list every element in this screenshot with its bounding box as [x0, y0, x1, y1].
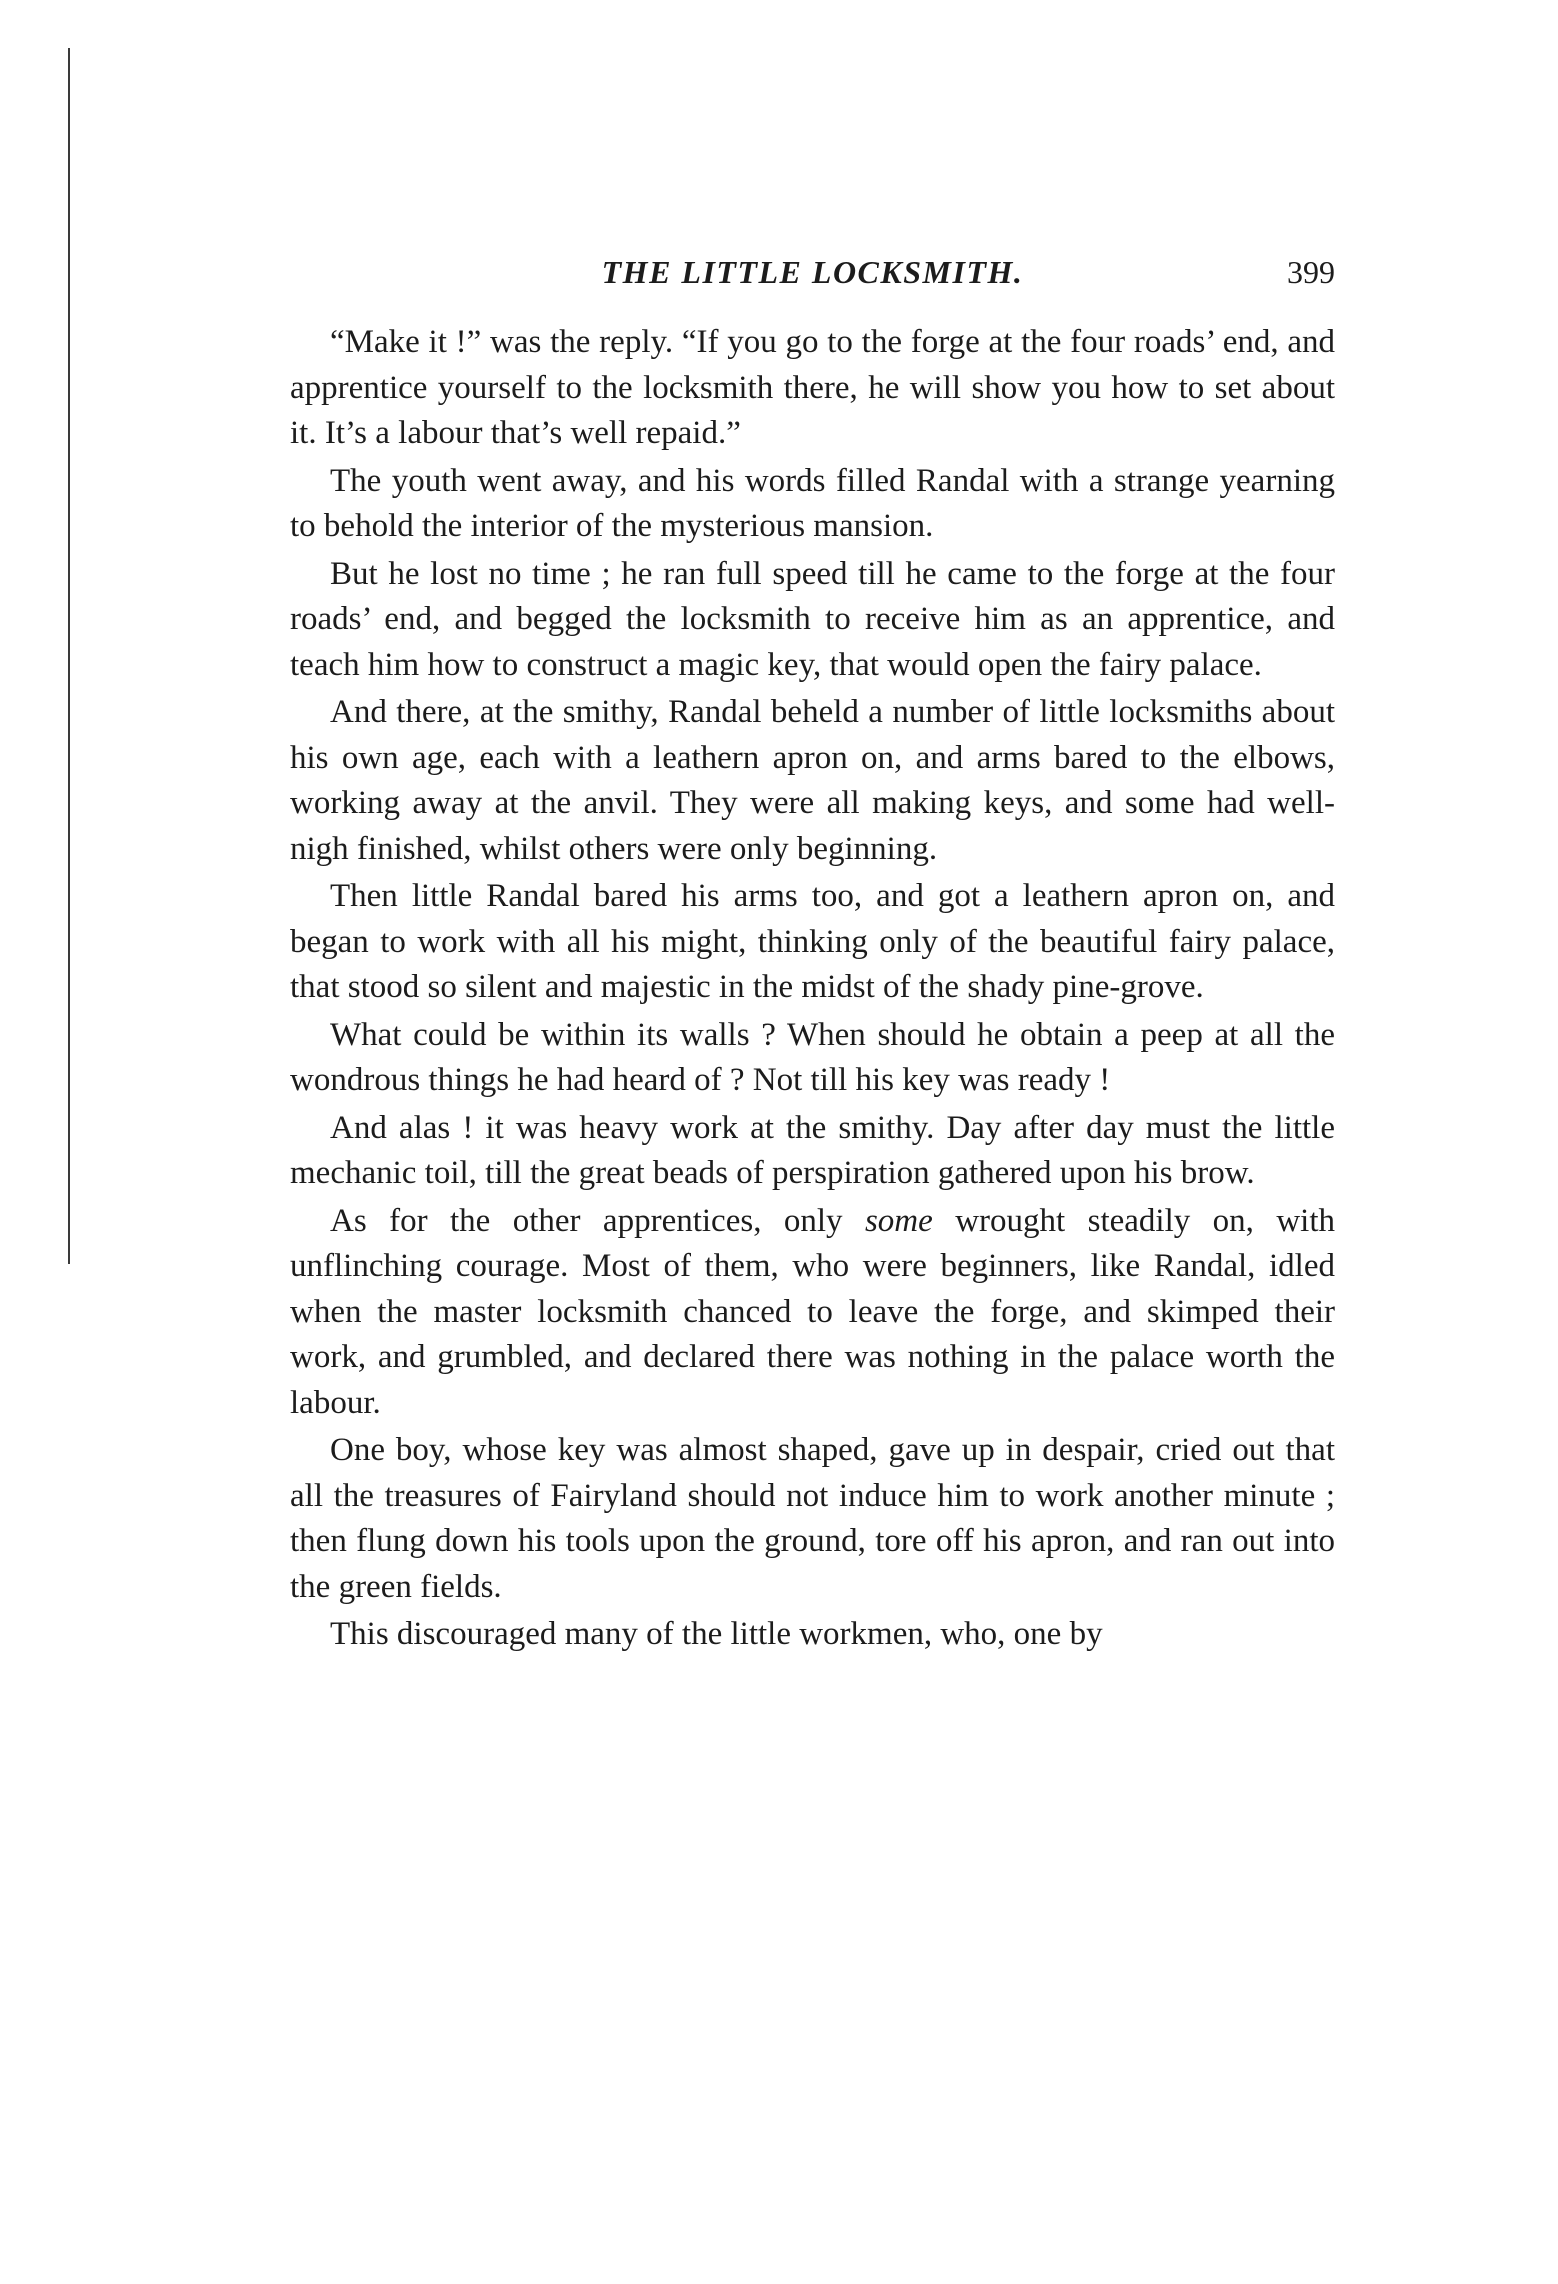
paragraph-text: As for the other apprentices, only [330, 1202, 865, 1239]
paragraph [290, 459, 1335, 550]
page-header [290, 248, 1335, 296]
paragraph [290, 320, 1335, 457]
paragraph [290, 552, 1335, 689]
paragraph-text: “Make it !” was the reply. “If you go to the forge at the four roads’ end, and apprentice yourself to the locksmith there, he will show you how to set about it. It’s a labour that’s well repaid.” [290, 324, 1335, 451]
paragraph [290, 1199, 1335, 1427]
paragraph-text: Then little Randal bared his arms too, and got a leathern apron on, and began to work with all his might, thinking only of the beautiful fairy palace, that stood so silent and majestic in the midst of the shady pine-grove. [290, 878, 1335, 1005]
paragraph [290, 1428, 1335, 1610]
emphasized-word: some [864, 1202, 933, 1239]
paragraph-text: What could be within its walls ? When should he obtain a peep at all the wondrous things he had heard of ? Not till his key was ready ! [290, 1016, 1335, 1098]
paragraph [290, 1612, 1335, 1658]
paragraph-text: But he lost no time ; he ran full speed till he came to the forge at the four roads’ end, and begged the locksmith to receive him as an apprentice, and teach him how to construct a magic key, that would open the fairy palace. [290, 555, 1335, 683]
paragraph-text: And there, at the smithy, Randal beheld a number of little locksmiths about his own age, each with a leathern apron on, and arms bared to the elbows, working away at the anvil. They were all making keys, and some had well-nigh finished, whilst others were only beginning. [290, 694, 1335, 867]
paragraph [290, 874, 1335, 1011]
margin-rule [68, 48, 70, 1264]
paragraph-text: This discouraged many of the little workmen, who, one by [330, 1616, 1103, 1652]
paragraph [290, 690, 1335, 872]
running-title: THE LITTLE LOCKSMITH. [601, 254, 1024, 290]
page-number: 399 [1287, 254, 1335, 290]
paragraph [290, 1106, 1335, 1197]
paragraph-text: The youth went away, and his words filled Randal with a strange yearning to behold the interior of the mysterious mansion. [290, 462, 1335, 544]
paragraph [290, 1013, 1335, 1104]
paragraph-text: And alas ! it was heavy work at the smithy. Day after day must the little mechanic toil, till the great beads of perspiration gathered upon his brow. [290, 1109, 1335, 1191]
paragraph-text: One boy, whose key was almost shaped, gave up in despair, cried out that all the treasures of Fairyland should not induce him to work another minute ; then flung down his tools upon the ground, tore off his apron, and ran out into the green fields. [290, 1432, 1335, 1605]
body-text [290, 320, 1335, 1660]
paragraph-text: wrought steadily on, with unflinching courage. Most of them, who were beginners, like Randal, idled when the master locksmith chanced to leave the forge, and skimped their work, and grumbled, and declared there was nothing in the palace worth the labour. [290, 1202, 1335, 1421]
